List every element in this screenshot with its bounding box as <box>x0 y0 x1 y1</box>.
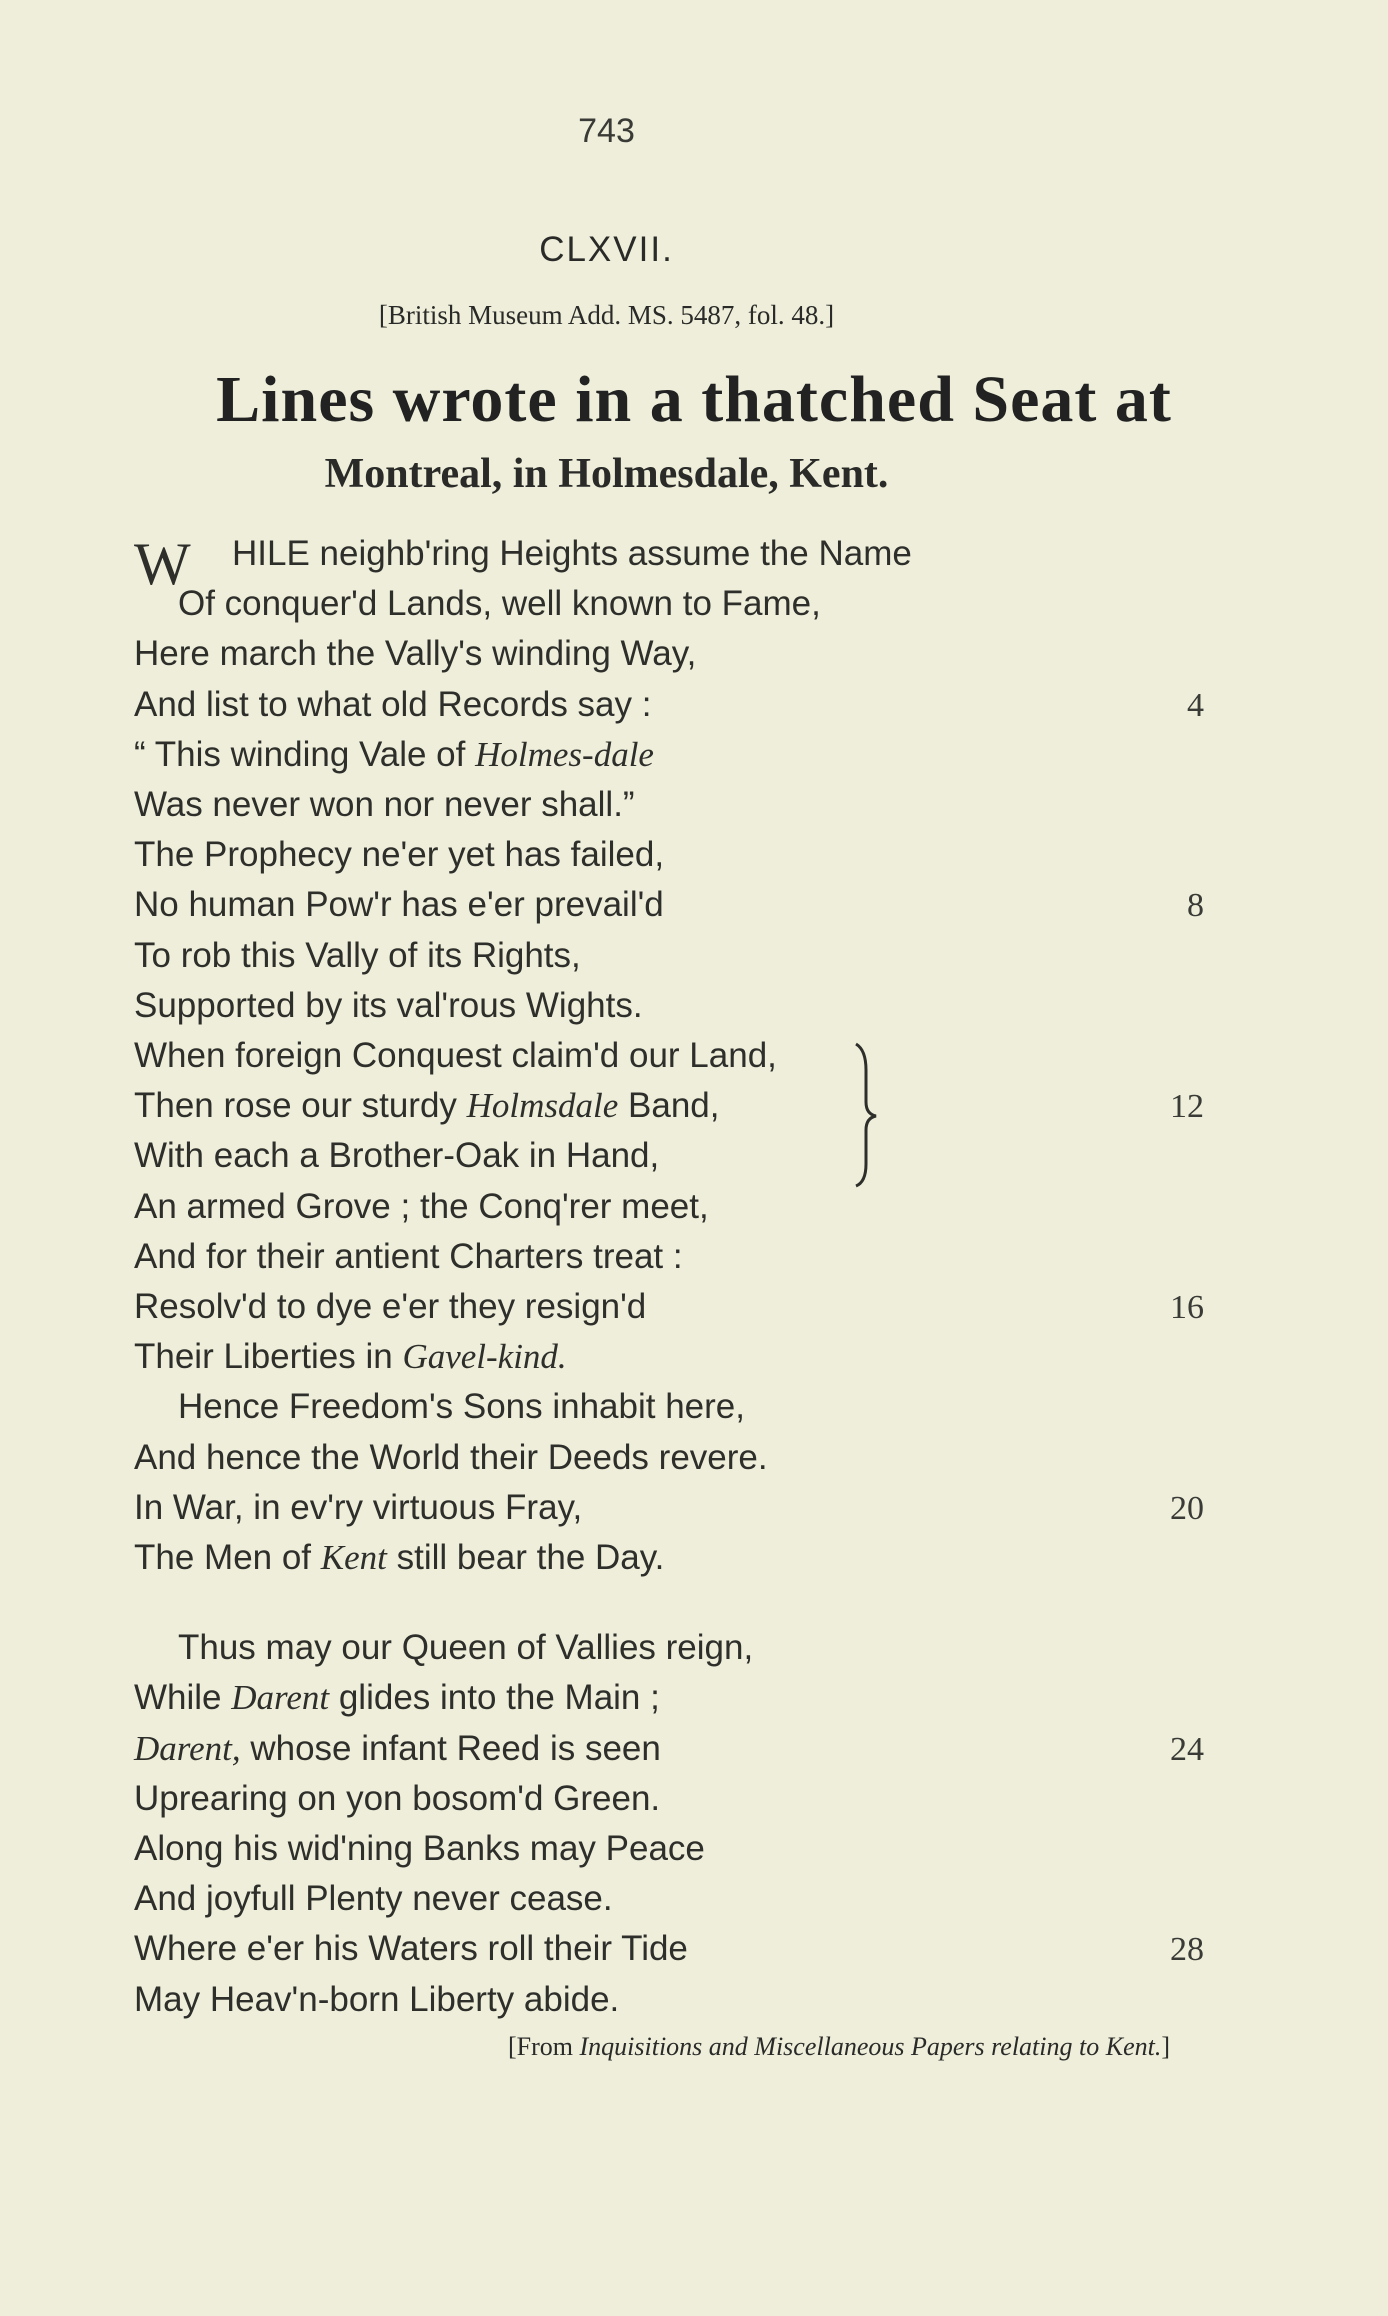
section-number: CLXVII. <box>539 230 674 269</box>
poem-line <box>178 584 821 634</box>
poem-line-text: Hence Freedom's Sons inhabit here, <box>178 1387 745 1427</box>
brace-mark <box>852 1040 886 1190</box>
poem-line <box>134 1678 660 1728</box>
poem-line <box>134 1036 777 1086</box>
poem-title-line2: Montreal, in Holmesdale, Kent. <box>324 451 889 497</box>
poem-line-text: Band, <box>618 1086 720 1126</box>
poem-line <box>134 1136 659 1186</box>
poem-line-text: Here march the Vally's winding Way, <box>134 634 697 674</box>
poem-line-italic: Kent <box>320 1538 387 1577</box>
poem-line <box>134 1438 768 1488</box>
credit-suffix: ] <box>1161 2032 1170 2061</box>
line-number: 20 <box>1170 1489 1204 1527</box>
poem-line <box>134 1980 619 2030</box>
poem-line-text: Was never won nor never shall.” <box>134 785 635 824</box>
poem-line-text: glides into the Main ; <box>329 1678 660 1718</box>
poem-line-text: And joyfull Plenty never cease. <box>134 1879 613 1919</box>
poem-line-text: And for their antient Charters treat : <box>134 1236 683 1276</box>
poem-line <box>134 785 635 835</box>
poem-line <box>134 685 651 735</box>
poem-line-text: The Prophecy ne'er yet has failed, <box>134 835 665 875</box>
poem-line-italic: Holmes-dale <box>475 734 654 774</box>
poem-line-italic: Darent, <box>134 1728 241 1768</box>
line-number: 12 <box>1170 1088 1204 1126</box>
credit-note <box>300 2032 1170 2062</box>
source-note: [British Museum Add. MS. 5487, fol. 48.] <box>378 300 835 330</box>
poem-line-text: In War, in ev'ry virtuous Fray, <box>134 1487 583 1527</box>
poem-line <box>134 1779 660 1829</box>
poem-line-text: With each a Brother-Oak in Hand, <box>134 1136 660 1176</box>
poem-line-text: And hence the World their Deeds revere. <box>134 1437 768 1477</box>
poem-line <box>134 1879 613 1929</box>
poem-line-text: The Men of <box>134 1538 321 1577</box>
poem-line-italic: Holmsdale <box>466 1086 619 1126</box>
credit-title: Inquisitions and Miscellaneous Papers relating to Kent. <box>579 2032 1162 2061</box>
poem-line-text: Then rose our sturdy <box>134 1086 467 1126</box>
poem-title-line1: Lines wrote in a thatched Seat at <box>216 363 1172 436</box>
poem-line-text: HILE neighb'ring Heights assume the Name <box>232 534 912 573</box>
poem-line <box>134 936 581 986</box>
poem-line-text: Of conquer'd Lands, well known to Fame, <box>178 584 821 624</box>
poem-line-text: Where e'er his Waters roll their Tide <box>134 1929 688 1969</box>
line-number: 28 <box>1170 1931 1204 1969</box>
poem-line <box>134 1488 582 1538</box>
poem-line <box>178 1387 745 1437</box>
drop-cap: W <box>134 531 191 597</box>
poem-line-text: When foreign Conquest claim'd our Land, <box>134 1036 777 1075</box>
page-number: 743 <box>578 112 635 150</box>
poem-line <box>134 1337 567 1387</box>
poem-line <box>134 1729 661 1779</box>
poem-line-italic: Darent <box>231 1678 330 1718</box>
poem-line-text: Uprearing on yon bosom'd Green. <box>134 1778 661 1818</box>
line-number: 8 <box>1187 887 1204 925</box>
poem-line <box>134 1086 720 1136</box>
poem-line-text: And list to what old Records say : <box>134 684 652 724</box>
poem-line-text: Their Liberties in <box>134 1337 403 1377</box>
line-number: 24 <box>1170 1730 1204 1768</box>
credit-prefix: [From <box>508 2032 580 2061</box>
poem-line-text: To rob this Vally of its Rights, <box>134 935 581 975</box>
poem-line <box>134 1237 683 1287</box>
poem-line <box>232 534 912 584</box>
line-number: 16 <box>1170 1289 1204 1326</box>
poem-line <box>134 1187 709 1237</box>
poem-line <box>134 1538 664 1588</box>
poem-line <box>134 634 696 684</box>
poem-line-text: whose infant Reed is seen <box>240 1728 661 1768</box>
poem-line-text: Supported by its val'rous Wights. <box>134 985 643 1025</box>
poem-line <box>134 1929 688 1979</box>
poem-line-text: No human Pow'r has e'er prevail'd <box>134 885 664 925</box>
poem-line <box>134 885 664 935</box>
poem-line <box>134 735 654 785</box>
poem-line-text: Along his wid'ning Banks may Peace <box>134 1829 705 1868</box>
poem-line <box>134 1829 705 1879</box>
poem-line <box>134 835 664 885</box>
poem-line-text: still bear the Day. <box>386 1538 665 1577</box>
poem-line <box>178 1628 753 1678</box>
poem-line-text: May Heav'n-born Liberty abide. <box>134 1979 620 2019</box>
poem-line-text: An armed Grove ; the Conq'rer meet, <box>134 1186 709 1226</box>
poem-line <box>134 986 643 1036</box>
poem-line-text: While <box>134 1678 232 1718</box>
poem-line-text: “ This winding Vale of <box>134 734 476 774</box>
line-number: 4 <box>1187 686 1204 724</box>
poem-line-text: Thus may our Queen of Vallies reign, <box>178 1628 754 1668</box>
poem-line-italic: Gavel-kind. <box>402 1337 567 1377</box>
poem-line <box>134 1287 646 1337</box>
poem-line-text: Resolv'd to dye e'er they resign'd <box>134 1287 647 1326</box>
